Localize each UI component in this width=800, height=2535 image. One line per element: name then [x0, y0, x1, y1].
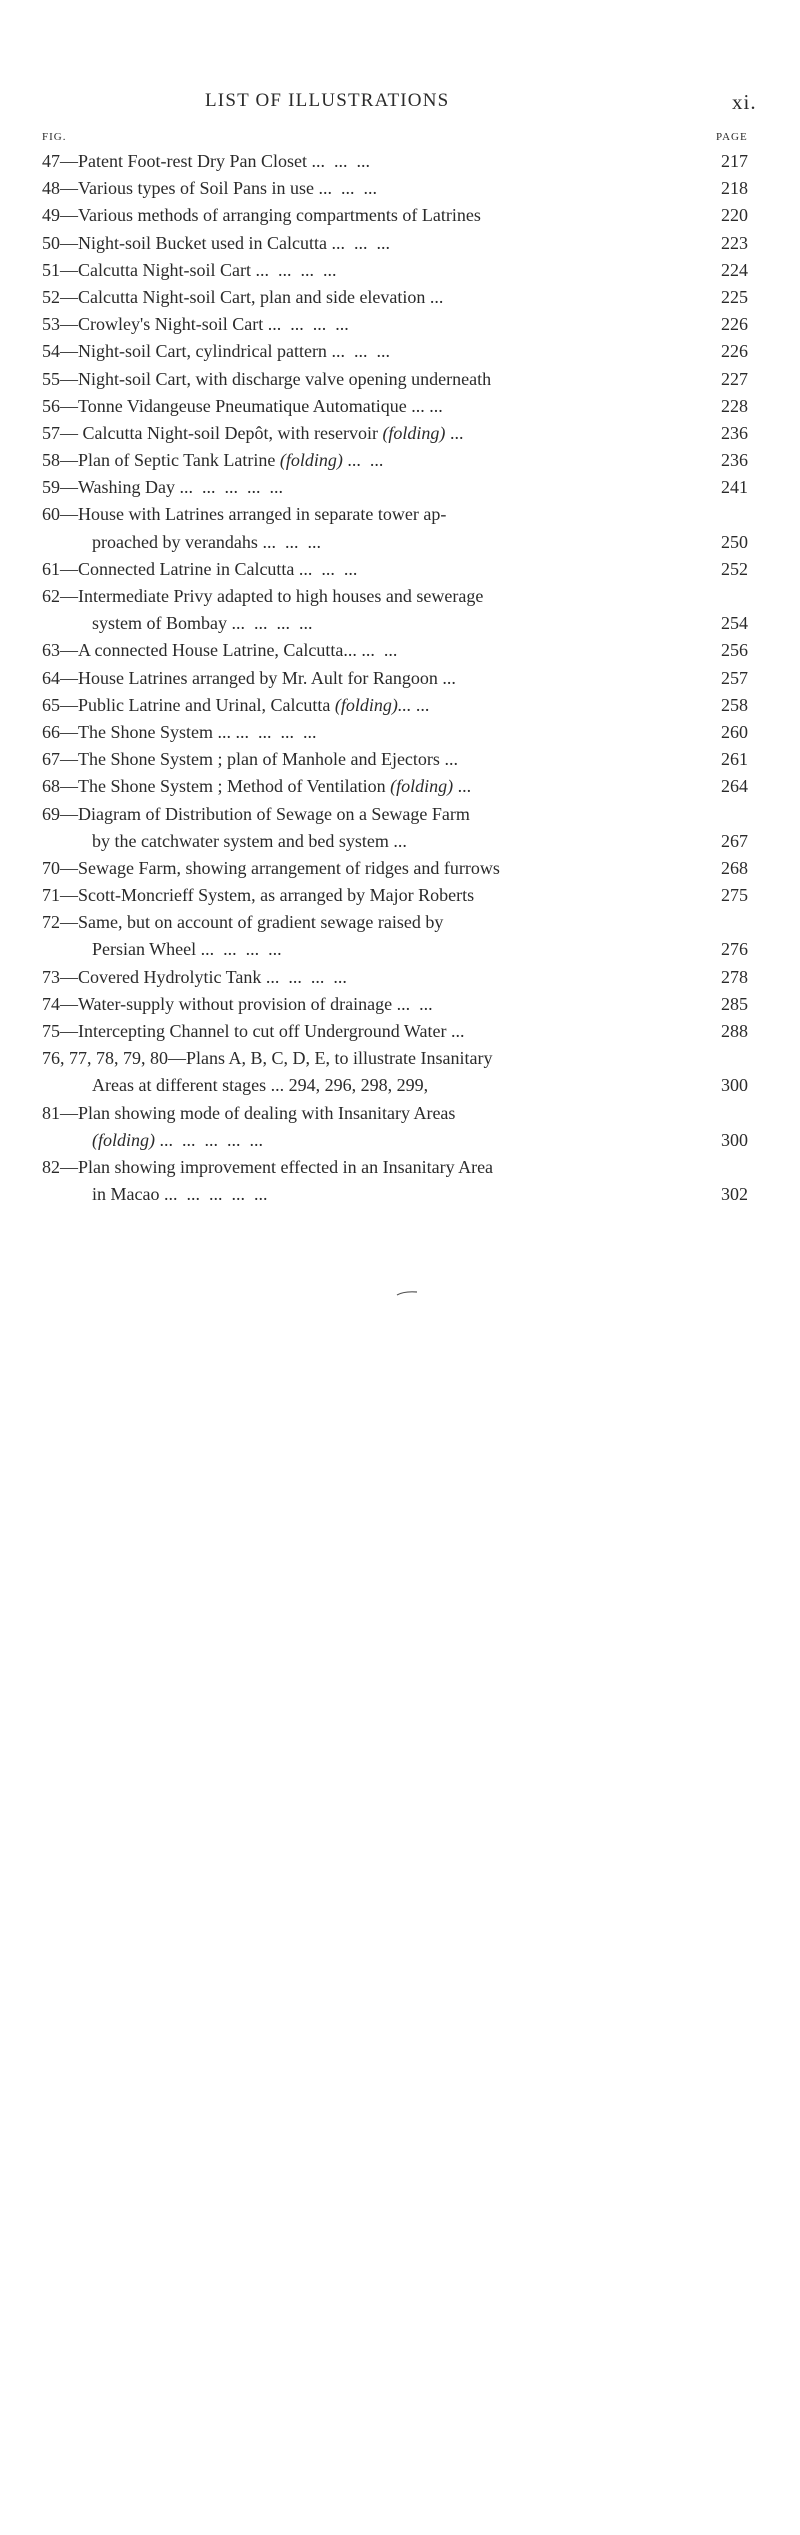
entry-text: 70—Sewage Farm, showing arrangement of ridges and furrows — [42, 857, 500, 878]
entry-caption — [42, 801, 470, 828]
entry-caption — [42, 148, 370, 175]
list-entry — [0, 801, 800, 828]
entry-text: 47—Patent Foot-rest Dry Pan Closet — [42, 151, 307, 171]
entry-caption — [42, 420, 463, 447]
entry-text: 71—Scott-Moncrieff System, as arranged by Major Roberts — [42, 885, 475, 906]
entry-page-number: 236 — [721, 450, 748, 471]
list-entry — [0, 529, 800, 556]
entry-text: 66—The Shone System ... — [42, 721, 231, 742]
entry-caption — [42, 746, 458, 773]
list-entry — [0, 230, 800, 257]
entry-caption — [42, 366, 491, 393]
entry-page-number: 260 — [721, 721, 748, 742]
leader-dots: ... ... — [396, 993, 433, 1014]
entry-text: 58—Plan of Septic Tank Latrine — [42, 450, 276, 471]
leader-dots: ... — [444, 749, 458, 770]
entry-text: 72—Same, but on account of gradient sewage raised by — [42, 912, 444, 933]
list-entry — [0, 338, 800, 365]
entry-page-number: 268 — [721, 857, 748, 878]
entry-text: 61—Connected Latrine in Calcutta — [42, 558, 295, 579]
entry-text: 69—Diagram of Distribution of Sewage on a Sewage Farm — [42, 803, 470, 824]
entry-caption — [92, 529, 321, 556]
entry-text: 67—The Shone System ; plan of Manhole and Ejectors — [42, 749, 440, 770]
entry-note: (folding) — [390, 776, 454, 797]
list-entry — [0, 1127, 800, 1154]
entry-caption — [42, 257, 336, 284]
entry-caption — [42, 637, 397, 664]
list-entry — [0, 284, 800, 311]
leader-dots: ... ... ... ... — [231, 613, 313, 634]
entry-caption — [42, 991, 433, 1018]
leader-dots: ... — [457, 776, 472, 797]
entry-text: 73—Covered Hydrolytic Tank — [42, 966, 262, 987]
list-entry — [0, 393, 800, 420]
entry-caption — [92, 1181, 267, 1208]
entry-page-number: 225 — [721, 286, 748, 307]
list-entry — [0, 991, 800, 1018]
list-entry — [0, 964, 800, 991]
entry-text: 74—Water-supply without provision of drainage — [42, 993, 393, 1014]
list-entry — [0, 1072, 800, 1099]
entry-note: (folding)... — [334, 694, 412, 715]
list-entry — [0, 692, 800, 719]
entry-page-number: 226 — [721, 341, 748, 362]
list-entry — [0, 474, 800, 501]
entry-caption — [42, 202, 481, 229]
leader-dots: ... — [429, 286, 444, 307]
list-entry — [0, 882, 800, 909]
list-entry — [0, 447, 800, 474]
entry-caption — [42, 1100, 455, 1127]
entry-text: 52—Calcutta Night-soil Cart, plan and side elevation — [42, 286, 426, 307]
entry-caption — [42, 311, 349, 338]
entry-caption — [42, 556, 357, 583]
illustration-list — [0, 148, 800, 1208]
entry-caption — [42, 882, 474, 909]
list-entry — [0, 828, 800, 855]
list-entry — [0, 420, 800, 447]
leader-dots: ... ... ... — [298, 558, 358, 579]
entry-text: 76, 77, 78, 79, 80—Plans A, B, C, D, E, to illustrate Insanitary — [42, 1048, 493, 1069]
list-entry — [0, 1100, 800, 1127]
entry-text: 62—Intermediate Privy adapted to high houses and sewerage — [42, 586, 484, 606]
entry-caption — [92, 1072, 428, 1099]
entry-caption — [42, 1018, 464, 1045]
entry-caption — [42, 474, 283, 501]
entry-text: 75—Intercepting Channel to cut off Underground Water ... — [42, 1021, 465, 1041]
list-entry — [0, 1018, 800, 1045]
list-entry — [0, 773, 800, 800]
entry-page-number: 300 — [721, 1075, 748, 1096]
entry-text: 49—Various methods of arranging compartments of Latrines — [42, 205, 481, 226]
entry-caption — [92, 1127, 263, 1154]
leader-dots: ... — [393, 830, 407, 851]
entry-text: Areas at different stages ... 294, 296, 298, 299, — [92, 1075, 429, 1096]
entry-caption — [42, 284, 443, 311]
page-title: LIST OF ILLUSTRATIONS — [205, 90, 450, 111]
entry-caption — [42, 773, 471, 800]
entry-caption — [92, 610, 313, 637]
entry-page-number: 226 — [721, 314, 748, 335]
list-entry — [0, 366, 800, 393]
column-headings — [0, 131, 800, 149]
entry-page-number: 302 — [721, 1184, 748, 1205]
entry-text: 57— Calcutta Night-soil Depôt, with reservoir — [42, 422, 378, 443]
list-entry — [0, 909, 800, 936]
leader-dots: ... ... ... ... — [265, 966, 347, 987]
running-head — [0, 90, 800, 120]
entry-page-number: 217 — [721, 151, 748, 171]
entry-caption — [42, 583, 483, 610]
page-number: xi. — [732, 90, 757, 114]
entry-caption — [42, 692, 429, 719]
entry-page-number: 264 — [721, 776, 748, 797]
entry-page-number: 288 — [721, 1021, 748, 1041]
entry-text: by the catchwater system and bed system — [92, 830, 389, 851]
leader-dots: ... ... ... ... — [235, 721, 317, 742]
page-column-heading: PAGE — [716, 131, 748, 143]
entry-page-number: 241 — [721, 477, 748, 498]
entry-page-number: 285 — [721, 993, 748, 1014]
entry-page-number: 218 — [721, 178, 748, 199]
entry-caption — [42, 338, 390, 365]
entry-text: 54—Night-soil Cart, cylindrical pattern — [42, 341, 327, 362]
leader-dots: ... ... ... — [331, 341, 390, 362]
list-entry — [0, 556, 800, 583]
leader-dots: ... ... ... ... — [255, 259, 337, 280]
entry-caption — [42, 855, 500, 882]
entry-note: (folding) — [92, 1129, 155, 1150]
entry-note: (folding) — [382, 422, 446, 443]
entry-caption — [42, 1045, 492, 1072]
entry-text: 56—Tonne Vidangeuse Pneumatique Automatique ... — [42, 395, 425, 416]
entry-page-number: 224 — [721, 259, 748, 280]
entry-text: 82—Plan showing improvement effected in an Insanitary Area — [42, 1156, 494, 1177]
entry-caption — [42, 964, 347, 991]
entry-page-number: 257 — [721, 667, 748, 688]
entry-page-number: 275 — [721, 885, 748, 906]
entry-caption — [42, 447, 383, 474]
entry-caption — [42, 719, 317, 746]
entry-page-number: 220 — [721, 205, 748, 226]
entry-page-number: 258 — [721, 694, 748, 715]
entry-caption — [42, 1154, 493, 1181]
leader-dots: ... ... ... — [262, 531, 321, 552]
entry-page-number: 227 — [721, 368, 748, 389]
leader-dots: ... ... ... ... ... — [159, 1129, 263, 1150]
entry-text: 48—Various types of Soil Pans in use — [42, 178, 314, 199]
entry-page-number: 276 — [721, 939, 748, 960]
entry-caption — [92, 936, 282, 963]
entry-text: 81—Plan showing mode of dealing with Insanitary Areas — [42, 1102, 456, 1123]
entry-page-number: 267 — [721, 830, 748, 851]
entry-text: system of Bombay — [92, 613, 227, 634]
entry-caption — [42, 393, 443, 420]
entry-caption — [42, 175, 377, 202]
entry-note: (folding) — [279, 450, 343, 471]
entry-text: 55—Night-soil Cart, with discharge valve opening underneath — [42, 368, 492, 389]
list-entry — [0, 1045, 800, 1072]
entry-page-number: 236 — [721, 422, 748, 443]
entry-page-number: 300 — [721, 1129, 748, 1150]
leader-dots: ... — [415, 694, 430, 715]
entry-text: 50—Night-soil Bucket used in Calcutta — [42, 232, 327, 253]
leader-dots: ... ... ... — [318, 178, 377, 199]
entry-text: 59—Washing Day — [42, 477, 176, 498]
leader-dots: ... — [429, 395, 443, 416]
entry-text: 60—House with Latrines arranged in separate tower ap- — [42, 504, 447, 525]
entry-caption — [92, 828, 407, 855]
list-entry — [0, 610, 800, 637]
entry-caption — [42, 501, 446, 528]
entry-page-number: 228 — [721, 395, 748, 416]
leader-dots: ... ... ... ... — [200, 939, 282, 960]
list-entry — [0, 148, 800, 175]
entry-page-number: 256 — [721, 640, 748, 661]
entry-text: 51—Calcutta Night-soil Cart — [42, 259, 251, 280]
list-entry — [0, 855, 800, 882]
list-entry — [0, 1181, 800, 1208]
list-entry — [0, 257, 800, 284]
list-entry — [0, 501, 800, 528]
list-entry — [0, 583, 800, 610]
entry-text: proached by verandahs — [92, 531, 258, 552]
list-entry — [0, 311, 800, 338]
list-entry — [0, 665, 800, 692]
entry-text: 64—House Latrines arranged by Mr. Ault for Rangoon — [42, 667, 438, 688]
list-entry — [0, 637, 800, 664]
leader-dots: ... — [442, 667, 456, 688]
list-entry — [0, 746, 800, 773]
fig-column-heading: FIG. — [42, 131, 67, 143]
entry-text: 63—A connected House Latrine, Calcutta... — [42, 640, 357, 661]
leader-dots: ... ... — [361, 640, 398, 661]
entry-page-number: 250 — [721, 531, 748, 552]
entry-text: 65—Public Latrine and Urinal, Calcutta — [42, 694, 331, 715]
list-entry — [0, 1154, 800, 1181]
entry-text: 53—Crowley's Night-soil Cart — [42, 314, 264, 335]
entry-caption — [42, 909, 443, 936]
entry-page-number: 252 — [721, 558, 748, 579]
leader-dots: ... ... ... ... ... — [179, 477, 284, 498]
entry-caption — [42, 230, 390, 257]
entry-page-number: 254 — [721, 613, 748, 634]
leader-dots: ... ... ... ... — [267, 314, 349, 335]
leader-dots: ... — [449, 422, 464, 443]
entry-caption — [42, 665, 456, 692]
leader-dots: ... ... ... — [311, 151, 370, 171]
leader-dots: ... ... ... ... ... — [163, 1184, 268, 1205]
leader-dots: ... ... — [347, 450, 384, 471]
entry-text: 68—The Shone System ; Method of Ventilation — [42, 776, 386, 797]
entry-page-number: 261 — [721, 749, 748, 770]
list-entry — [0, 175, 800, 202]
entry-page-number: 223 — [721, 232, 748, 253]
list-entry — [0, 202, 800, 229]
list-entry — [0, 719, 800, 746]
entry-text: Persian Wheel — [92, 939, 197, 960]
entry-page-number: 278 — [721, 966, 748, 987]
leader-dots: ... ... ... — [331, 232, 390, 253]
entry-text: in Macao — [92, 1184, 160, 1205]
list-entry — [0, 936, 800, 963]
ink-mark-icon — [396, 1290, 418, 1296]
